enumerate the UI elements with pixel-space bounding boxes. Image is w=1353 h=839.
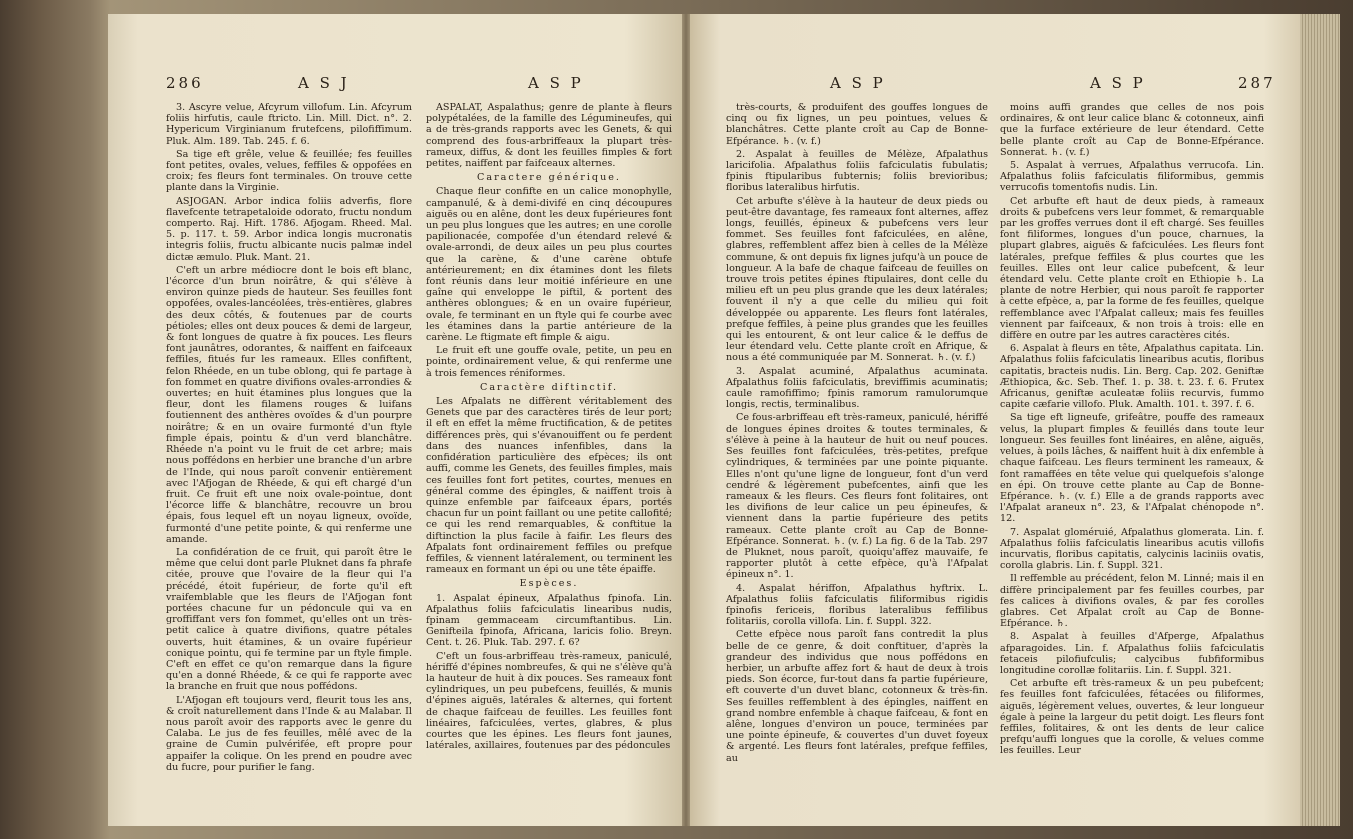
paragraph: moins auffi grandes que celles de nos pois ordinaires, & ont leur calice blanc & cotonneux, ainfi que la furface extérieure de leur étendard. Cette belle plante croît au Cap de Bonne-Efpérance. Sonnerat. ♄. (v. f.) <box>1000 102 1264 158</box>
paragraph: 3. Ascyre velue, Afcyrum villofum. Lin. Afcyrum foliis hirfutis, caule ftricto. Lin. Mill. Dict. n°. 2. Hypericum Virginianum frutefcens, pilofiffimum. Pluk. Alm. 189. Tab. 245. f. 6. <box>166 102 412 147</box>
paragraph: Les Afpalats ne diffèrent véritablement des Genets que par des caractères tirés de leur port; il eft en effet la même fructification, & de petites différences près, qui s'évanouiffent ou fe perdent dans des nuances infenfibles, dans la confidération particulière des efpèces; ils ont auffi, comme les Genets, des feuilles fimples, mais ces feuilles font fort petites, courtes, menues en général comme des épingles, & naiffent trois à quinze enfemble par faifceaux épars, portés chacun fur un point faillant ou une petite callofité; ce qui les rend remarquables, & conftitue la diftinction la plus facile à faifir. Les fleurs des Afpalats font ordinairement feffiles ou prefque feffiles, & viennent latéralement, ou terminent les rameaux en formant un épi ou une tête épaiffe. <box>426 396 672 576</box>
paragraph: Sa tige eft grêle, velue & feuillée; fes feuilles font petites, ovales, velues, feffiles & oppofées en croix; fes fleurs font terminales. On trouve cette plante dans la Virginie. <box>166 148 412 194</box>
paragraph: 2. Aspalat à feuilles de Mélèze, Afpalathus laricifolia. Afpalathus foliis fafciculatis fubulatis; fpinis ftipularibus fubternis; foliis brevioribus; floribus lateralibus hirfutis. <box>726 148 988 194</box>
running-head-left: A S J <box>298 74 350 92</box>
paragraph: Cet arbufte s'élève à la hauteur de deux pieds ou peut-être davantage, fes rameaux font alternes, affez longs, feuillés, épineux & pubefcens vers leur fommet. Ses feuilles font fafciculées, en alêne, glabres, reffemblent affez bien à celles de la Mélèze commune, & ont depuis fix lignes jufqu'à un pouce de longueur. A la bafe de chaque faifceau de feuilles on trouve trois petites épines ftipulaires, dont celle du milieu eft un peu plus grande que les deux latérales; fouvent il n'y a que celle du milieu qui foit développée ou apparente. Les fleurs font latérales, prefque feffiles, à peine plus grandes que les feuilles qui les entourent, & ont leur calice & le deffus de leur étendard velu. Cette plante croît en Afrique, & nous a été communiquée par M. Sonnerat. ♄. (v. f.) <box>726 195 988 364</box>
page-number-right: 287 <box>1238 74 1276 92</box>
paragraph: 6. Aspalat à fleurs en tête, Afpalathus capitata. Lin. Afpalathus foliis fafciculatis linearibus acutis, floribus capitatis, bracteis nudis. Lin. Berg. Cap. 202. Geniftæ Æthiopica, &c. Seb. Thef. 1. p. 38. t. 23. f. 6. Frutex Africanus, geniftæ aculeatæ foliis recurvis, fummo capite cæfarie villofo. Pluk. Amalth. 101. t. 397. f. 6. <box>1000 343 1264 411</box>
running-head-right-2: A S P <box>1090 74 1146 92</box>
paragraph: 7. Aspalat gloméruié, Afpalathus glomerata. Lin. f. Afpalathus foliis fafciculatis linearibus acutis villofis incurvatis, floribus capitatis, calycinis laciniis ovatis, corolla glabris. Lin. f. Suppl. 321. <box>1000 526 1264 572</box>
paragraph: 8. Aspalat à feuilles d'Afperge, Afpalathus afparagoides. Lin. f. Afpalathus foliis fafciculatis fetaceis pilofiufculis; calycibus fubfiformibus longitudine corollæ folitariis. Lin. f. Suppl. 321. <box>1000 631 1264 676</box>
paragraph: C'eft un arbre médiocre dont le bois eft blanc, l'écorce d'un brun noirâtre, & qui s'élève à environ quinze pieds de hauteur. Ses feuilles font oppofées, ovales-lancéolées, très-entières, glabres des deux côtés, & foutenues par de courts pétioles; elles ont deux pouces & demi de largeur, & font longues de quatre à fix pouces. Les fleurs font jaunâtres, odorantes, & naiffent en faifceaux feffiles, fitués fur les rameaux. Elles confiftent, felon Rhéede, en un tube oblong, qui fe partage à fon fommet en quatre divifions ovales-arrondies & ouvertes; en huit étamines plus longues que la fleur, dont les filamens rouges & luifans foutiennent des anthères ovoïdes & d'un pourpre noirâtre; & en un ovaire furmonté d'un ftyle fimple épais, pointu & d'un verd blanchâtre. Rhéede n'a point vu le fruit de cet arbre; mais nous poffédons en herbier une branche d'un arbre de l'Inde, qui nous paroît convenir entièrement avec l'Afjogan de Rhéede, & qui eft chargé d'un fruit. Ce fruit eft une noix ovale-pointue, dont l'écorce liffe & blanchâtre, recouvre un brou épais, fous lequel eft un noyau ligneux, ovoïde, furmonté d'une petite pointe, & qui renferme une amande. <box>166 264 412 545</box>
paragraph: Sa tige eft ligneufe, grifeâtre, pouffe des rameaux velus, la plupart fimples & feuillés dans toute leur longueur. Ses feuilles font linéaires, en alêne, aiguës, velues, à poils lâches, & naiffent huit à dix enfemble à chaque faifceau. Les fleurs terminent les rameaux, & font ramaffées en tête velue qui quelquefois s'alonge en épi. On trouve cette plante au Cap de Bonne-Efpérance. ♄. (v. f.) Elle a de grands rapports avec l'Afpalat araneux n°. 23, & l'Afpalat chénopode n°. 12. <box>1000 412 1264 525</box>
running-head-right: A S P <box>830 74 886 92</box>
paragraph: Chaque fleur confifte en un calice monophylle, campanulé, & à demi-divifé en cinq découpures aiguës ou en alêne, dont les deux fupérieures font un peu plus longues que les autres; en une corolle papilionacée, compofée d'un étendard relevé & ovale-arrondi, de deux ailes un peu plus courtes que la carène, & d'une carène obtufe antérieurement; en dix étamines dont les filets font réunis dans leur moitié inférieure en une gaîne qui enveloppe le piftil, & portent des anthères oblongues; & en un ovaire fupérieur, ovale, fe terminant en un ftyle qui fe courbe avec les étamines dans la partie antérieure de la carène. Le ftigmate eft fimple & aigu. <box>426 186 672 344</box>
paragraph: Cet arbufte eft haut de deux pieds, à rameaux droits & pubefcens vers leur fommet, & remarquable par les groffes verrues dont il eft chargé. Ses feuilles font filiformes, longues d'un pouce, charnues, la plupart glabres, aiguës & fafciculées. Les fleurs font latérales, prefque feffiles & plus courtes que les feuilles. Elles ont leur calice pubefcent, & leur étendard velu. Cette plante croît en Ethiopie ♄. La plante de notre Herbier, qui nous paroît fe rapporter à cette efpèce, a, par la forme de fes feuilles, quelque reffemblance avec l'Afpalat calleux; mais fes feuilles viennent par faifceaux, & non trois à trois: elle en diffère en outre par les autres caractères cités. <box>1000 195 1264 342</box>
left-page <box>108 14 682 826</box>
paragraph: Ce fous-arbriffeau eft très-rameux, paniculé, hériffé de longues épines droites & toutes terminales, & s'élève à peine à la hauteur de huit ou neuf pouces. Ses feuilles font fafciculées, très-petites, prefque cylindriques, & terminées par une pointe piquante. Elles n'ont qu'une ligne de longueur, font d'un verd cendré & légèrement pubefcentes, ainfi que les rameaux & les fleurs. Ces fleurs font folitaires, ont les divifions de leur calice un peu épineufes, & viennent dans la partie fupérieure des petits rameaux. Cette plante croît au Cap de Bonne-Efpérance. Sonnerat. ♄. (v. f.) La fig. 6 de la Tab. 297 de Pluknet, nous paroît, quoiqu'affez mauvaife, fe rapporter plutôt à cette efpèce, qu'à l'Afpalat épineux n°. 1. <box>726 412 988 581</box>
section-heading: Caractère diftinctif. <box>479 381 618 393</box>
right-column-2 <box>1000 102 1264 759</box>
paragraph: 4. Aspalat hériffon, Afpalathus hyftrix. L. Afpalathus foliis fafciculatis filiformibus rigidis fpinofis fericeis, floribus lateralibus feffilibus folitariis, corolla villofa. Lin. f. Suppl. 322. <box>726 582 988 628</box>
left-column-1 <box>166 102 412 775</box>
paragraph: 3. Aspalat acuminé, Afpalathus acuminata. Afpalathus foliis fafciculatis, breviffimis acuminatis; caule ramofiffimo; fpinis ramorum ramulorumque longis, rectis, terminalibus. <box>726 365 988 411</box>
paragraph: L'Afjogan eft toujours verd, fleurit tous les ans, & croît naturellement dans l'Inde & au Malabar. Il nous paroît avoir des rapports avec le genre du Calaba. Le jus de fes feuilles, mêlé avec de la graine de Cumin pulvérifée, eft propre pour appaifer la colique. On les prend en poudre avec du fucre, pour purifier le fang. <box>166 694 412 773</box>
genus-intro: ASPALAT, Aspalathus; genre de plante à fleurs polypétalées, de la famille des Légumineufes, qui a de très-grands rapports avec les Genets, & qui comprend des fous-arbriffeaux la plupart très-rameux, diffus, & dont les feuilles fimples & fort petites, naiffent par faifceaux alternes. <box>426 102 672 170</box>
section-heading: Espèces. <box>519 578 579 590</box>
paragraph: La confidération de ce fruit, qui paroît être le même que celui dont parle Pluknet dans fa phrafe citée, prouve que l'ovaire de la fleur qui l'a précédé, étoit fupérieur, de forte qu'il eft vraifemblable que les fleurs de l'Afjogan font portées chacune fur un pédoncule qui va en groffiffant vers fon fommet, qu'elles ont un très-petit calice à quatre divifions, quatre pétales ouverts, huit étamines, & un ovaire fupérieur conique pointu, qui fe termine par un ftyle fimple. C'eft en effet ce qu'on remarque dans la figure qu'en a donné Rhéede, & ce qui fe rapporte avec la branche en fruit que nous poffédons. <box>166 546 412 693</box>
right-page <box>690 14 1300 826</box>
paragraph: C'eft un fous-arbriffeau très-rameux, paniculé, hériffé d'épines nombreufes, & qui ne s'élève qu'à la hauteur de huit à dix pouces. Ses rameaux font cylindriques, un peu pubefcens, feuillés, & munis d'épines aiguës, latérales & alternes, qui fortent de chaque faifceau de feuilles. Les feuilles font linéaires, fafciculées, vertes, glabres, & plus courtes que les épines. Les fleurs font jaunes, latérales, axillaires, foutenues par des pédoncules <box>426 650 672 752</box>
page-number-left: 286 <box>166 74 204 92</box>
page-edges <box>1300 14 1340 826</box>
section-heading: Caractere générique. <box>477 172 621 184</box>
paragraph: Le fruit eft une gouffe ovale, petite, un peu en pointe, ordinairement velue, & qui renferme une à trois femences réniformes. <box>426 345 672 379</box>
paragraph: Il reffemble au précédent, felon M. Linné; mais il en diffère principalement par fes feuilles courbes, par fes calices à divifions ovales, & par fes corolles glabres. Cet Afpalat croît au Cap de Bonne-Efpérance. ♄. <box>1000 573 1264 630</box>
running-head-left-2: A S P <box>528 74 584 92</box>
paragraph: 1. Aspalat épineux, Afpalathus fpinofa. Lin. Afpalathus foliis fafciculatis linearibus nudis, fpinam gemmaceam circumftantibus. Lin. Genifteila fpinofa, Africana, laricis folio. Breyn. Cent. t. 26. Pluk. Tab. 297. f. 6? <box>426 592 672 649</box>
left-column-2 <box>426 102 672 753</box>
right-column-1 <box>726 102 988 766</box>
paragraph: ASJOGAN. Arbor indica foliis adverfis, flore flavefcente tetrapetaloide odorato, fructu nondum comperto. Raj. Hift. 1786. Afjogam. Rheed. Mal. 5. p. 117. t. 59. Arbor indica longis mucronatis integris foliis, fructu albicante nucis palmæ indel dictæ æmulo. Pluk. Mant. 21. <box>166 195 412 263</box>
paragraph: 5. Aspalat à verrues, Afpalathus verrucofa. Lin. Afpalathus foliis fafciculatis filiformibus, gemmis verrucofis tomentofis nudis. Lin. <box>1000 160 1264 194</box>
paragraph: Cet arbufte eft très-rameux & un peu pubefcent; fes feuilles font fafciculées, fétacées ou filiformes, aiguës, légèrement velues, ouvertes, & leur longueur égale à peine la largeur du petit doigt. Les fleurs font feffiles, folitaires, & ont les dents de leur calice prefqu'auffi longues que la corolle, & velues comme les feuilles. Leur <box>1000 678 1264 757</box>
paragraph: très-courts, & produifent des gouffes longues de cinq ou fix lignes, un peu pointues, velues & blanchâtres. Cette plante croît au Cap de Bonne-Efpérance. ♄. (v. f.) <box>726 102 988 147</box>
paragraph: Cette efpèce nous paroît fans contredit la plus belle de ce genre, & doit conftituer, d'après la grandeur des individus que nous poffédons en herbier, un arbufte affez fort & haut de deux à trois pieds. Son écorce, fur-tout dans fa partie fupérieure, eft couverte d'un duvet blanc, cotonneux & très-fin. Ses feuilles reffemblent à des épingles, naiffent en grand nombre enfemble à chaque faifceau, & font en alêne, longues d'environ un pouce, terminées par une pointe épineufe, & couvertes d'un duvet foyeux & argenté. Les fleurs font latérales, prefque feffiles, au <box>726 629 988 764</box>
